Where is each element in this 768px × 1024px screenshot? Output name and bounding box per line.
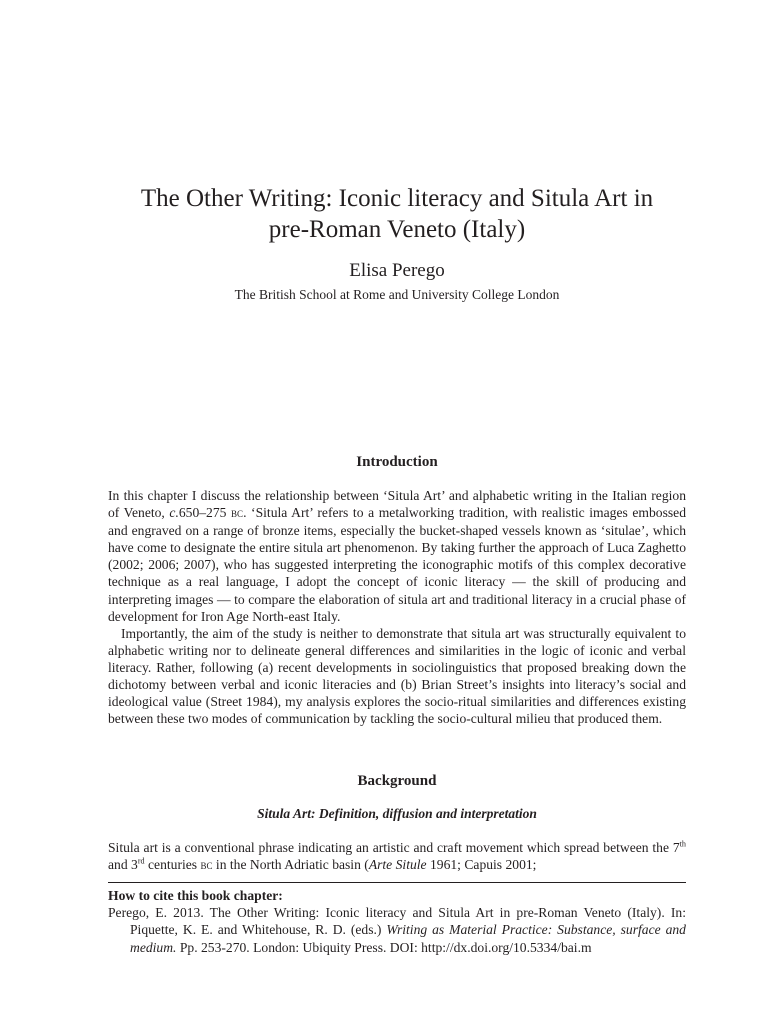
citation-heading: How to cite this book chapter: xyxy=(108,888,283,903)
chapter-title-line-1: The Other Writing: Iconic literacy and Situla Art in xyxy=(140,185,654,212)
author-name: Elisa Perego xyxy=(349,260,445,281)
background-heading: Background xyxy=(357,773,437,789)
citation-block xyxy=(108,887,686,956)
introduction-text xyxy=(108,487,686,727)
introduction-paragraph-2: Importantly, the aim of the study is neither to demonstrate that situla art was structurally equivalent to alphabetic writing nor to delineate general differences and similarities in the logic of iconic and verbal literacy. Rather, following (a) recent developments in sociolinguistics that proposed breaking down the dichotomy between verbal and iconic literacies and (b) Brian Street’s insights into literacy’s social and ideological value (Street 1984), my analysis explores the socio-ritual similarities and differences existing between these two modes of communication by tackling the socio-cultural milieu that produced them. xyxy=(108,625,686,727)
author-affiliation: The British School at Rome and University College London xyxy=(234,287,560,302)
background-subheading: Situla Art: Definition, diffusion and interpretation xyxy=(257,806,537,821)
citation-text: Perego, E. 2013. The Other Writing: Iconic literacy and Situla Art in pre-Roman Veneto (Italy). In: Piquette, K. E. and Whitehouse, R. D. (eds.) Writing as Material Practice: Substance, surface and medium. Pp. 253-270. London: Ubiquity Press. DOI: http://dx.doi.org/10.5334/bai.m xyxy=(108,905,686,955)
introduction-paragraph-1: In this chapter I discuss the relationship between ‘Situla Art’ and alphabetic writing in the Italian region of Veneto, c.650–275 bc. ‘Situla Art’ refers to a metalworking tradition, with realistic images embossed and engraved on a range of bronze items, especially the bucket-shaped vessels known as ‘situlae’, which have come to designate the entire situla art phenomenon. By taking further the approach of Luca Zaghetto (2002; 2006; 2007), who has suggested interpreting the iconographic motifs of this complex decorative technique as a real language, I adopt the concept of iconic literacy — the skill of producing and interpreting images — to compare the elaboration of situla art and traditional literacy in a crucial phase of development for Iron Age North-east Italy. xyxy=(108,488,686,624)
footnote-divider xyxy=(108,882,686,883)
background-text xyxy=(108,839,686,874)
chapter-title xyxy=(98,183,696,245)
paper-page xyxy=(108,0,686,1024)
introduction-heading: Introduction xyxy=(356,454,438,470)
background-paragraph-1: Situla art is a conventional phrase indicating an artistic and craft movement which spread between the 7th and 3rd centuries bc in the North Adriatic basin (Arte Situle 1961; Capuis 2001; xyxy=(108,839,686,873)
chapter-title-line-2: pre-Roman Veneto (Italy) xyxy=(268,216,526,243)
